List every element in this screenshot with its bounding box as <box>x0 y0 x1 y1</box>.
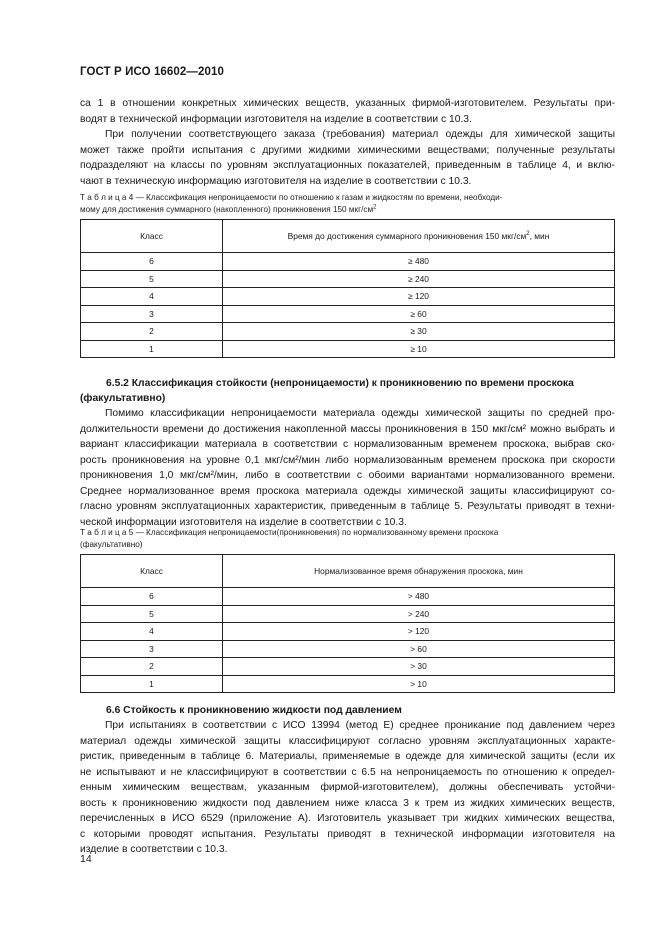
intro-paragraph <box>80 96 615 189</box>
text-line: рость проникновения на уровне 0,1 мкг/см²/мин либо нормализованным временем проскока при скорости <box>80 454 615 466</box>
class-cell: 4 <box>81 623 223 641</box>
value-cell: > 30 <box>223 658 615 676</box>
value-cell: ≥ 120 <box>223 288 615 306</box>
section-652-paragraph <box>80 406 615 530</box>
class-cell: 3 <box>81 640 223 658</box>
class-cell: 6 <box>81 253 223 271</box>
table4-caption <box>80 192 620 216</box>
value-cell: ≥ 10 <box>223 340 615 358</box>
text-line: ристик, приведенным в таблице 6. Материалы, применяемые в одежде для химической защиты (если их <box>80 751 615 762</box>
caption-line: (факультативно) <box>80 540 143 549</box>
value-cell: > 10 <box>223 675 615 693</box>
text-line: водят в технической информации изготовителя на изделие в соответствии с 10.3. <box>80 113 472 125</box>
section-66-paragraph <box>80 718 615 858</box>
text-line: должительности времени до достижения накопленной массы проникновения в 150 мкг/см² можно выбрать и <box>80 423 615 435</box>
class-cell: 2 <box>81 658 223 676</box>
value-cell: > 60 <box>223 640 615 658</box>
section-652-heading-line2: (факультативно) <box>80 393 166 404</box>
table4 <box>80 219 615 358</box>
caption-line: Т а б л и ц а 5 — Классификация непроницаемости(проникновения) по нормализованному времени проскока <box>80 528 499 537</box>
text-line: вариант классификации материала в соответствии с нормализованным временем проскока, выбрав ско- <box>80 439 615 450</box>
table-row <box>81 605 615 623</box>
value-cell: ≥ 480 <box>223 253 615 271</box>
text-line: материал одежды химической защиты классифицируют согласно уровням эксплуатационных характе- <box>80 735 615 747</box>
table-row <box>81 305 615 323</box>
table5-caption <box>80 527 620 551</box>
text-line: подразделяют на классы по уровням эксплуатационных показателей, приведенным в таблице 4, и вклю- <box>80 160 615 171</box>
table-row <box>81 253 615 271</box>
text-line: гласно уровням эксплуатационных характеристик, приведенным в таблице 5. Результаты приводят в техни- <box>80 501 615 512</box>
caption-line: мому для достижения суммарного (накопленного) проникновения 150 мкг/$см^2$ <box>80 204 377 214</box>
value-cell: > 480 <box>223 588 615 606</box>
table-row <box>81 323 615 341</box>
value-cell: > 240 <box>223 605 615 623</box>
text-line: не испытывают и не классифицируют в соответствии с 6.5 на непроницаемость по отношению к определ- <box>80 766 615 778</box>
table-row <box>81 288 615 306</box>
column-header-class: Класс <box>81 220 223 253</box>
table-row <box>81 623 615 641</box>
table-row <box>81 658 615 676</box>
section-66-heading: 6.6 Стойкость к проникновению жидкости под давлением <box>106 705 402 716</box>
text-line: вость к проникновению жидкости под давлением ниже класса 3 к трем из жидких химических веществ, <box>80 797 615 809</box>
class-cell: 1 <box>81 340 223 358</box>
section-652-heading-line1: 6.5.2 Классификация стойкости (непроницаемости) к проникновению по времени проскока <box>106 378 574 389</box>
table-row <box>81 588 615 606</box>
text-line: Помимо классификации непроницаемости материала одежды химической защиты по средней про- <box>105 408 615 419</box>
document-header: ГОСТ Р ИСО 16602—2010 <box>80 66 225 78</box>
text-line: са 1 в отношении конкретных химических веществ, указанных фирмой-изготовителем. Результаты при- <box>80 98 615 109</box>
text-line: При испытаниях в соответствии с ИСО 13994 (метод Е) среднее проникание под давлением через <box>105 720 615 731</box>
class-cell: 5 <box>81 270 223 288</box>
column-header-time: Нормализованное время обнаружения проскока, мин <box>223 555 615 588</box>
value-cell: ≥ 60 <box>223 305 615 323</box>
value-cell: ≥ 240 <box>223 270 615 288</box>
table-header-row <box>81 555 615 588</box>
superscript: 2 <box>373 204 377 211</box>
table-row <box>81 675 615 693</box>
text-line: перечисленных в ИСО 6529 (приложение А). Изготовитель указывает три жидких химических вещества, <box>80 813 615 824</box>
text-line: ческой информации изготовителя на изделие в соответствии с 10.3. <box>80 516 407 528</box>
table-row <box>81 270 615 288</box>
class-cell: 5 <box>81 605 223 623</box>
table5 <box>80 554 615 693</box>
page-number: 14 <box>80 853 92 865</box>
class-cell: 1 <box>81 675 223 693</box>
table-row <box>81 340 615 358</box>
table-header-row <box>81 220 615 253</box>
text-line: проникновения 1,0 мкг/см²/мин, либо в соответствии с обоими вариантами нормализованного времени. <box>80 470 615 481</box>
class-cell: 4 <box>81 288 223 306</box>
caption-line: Т а б л и ц а 4 — Классификация непроницаемости по отношению к газам и жидкостям по времени, необходи- <box>80 193 503 202</box>
class-cell: 2 <box>81 323 223 341</box>
text-line: изделие в соответствии с 10.3. <box>80 844 228 855</box>
column-header-class: Класс <box>81 555 223 588</box>
text-line: с которыми проводят испытания. Результаты приводят в технической информации изготовителя на <box>80 828 615 840</box>
value-cell: > 120 <box>223 623 615 641</box>
text-line: енным химическим веществам, указанным фирмой-изготовителем), должны обеспечивать устойчи- <box>80 782 615 793</box>
text-line: может также пройти испытания с другими жидкими химическими веществами; полученные результаты <box>80 144 615 156</box>
text-line: Среднее нормализованное время проскока материала одежды химической защиты классифицируют со- <box>80 485 615 497</box>
class-cell: 3 <box>81 305 223 323</box>
table-row <box>81 640 615 658</box>
value-cell: ≥ 30 <box>223 323 615 341</box>
text-line: При получении соответствующего заказа (требования) материал одежды для химической защиты <box>105 129 615 140</box>
class-cell: 6 <box>81 588 223 606</box>
text-line: чают в техническую информацию изготовителя на изделие в соответствии с 10.3. <box>80 175 472 187</box>
column-header-time: Время до достижения суммарного проникновения 150 мкг/$см^2$, мин <box>223 220 615 253</box>
